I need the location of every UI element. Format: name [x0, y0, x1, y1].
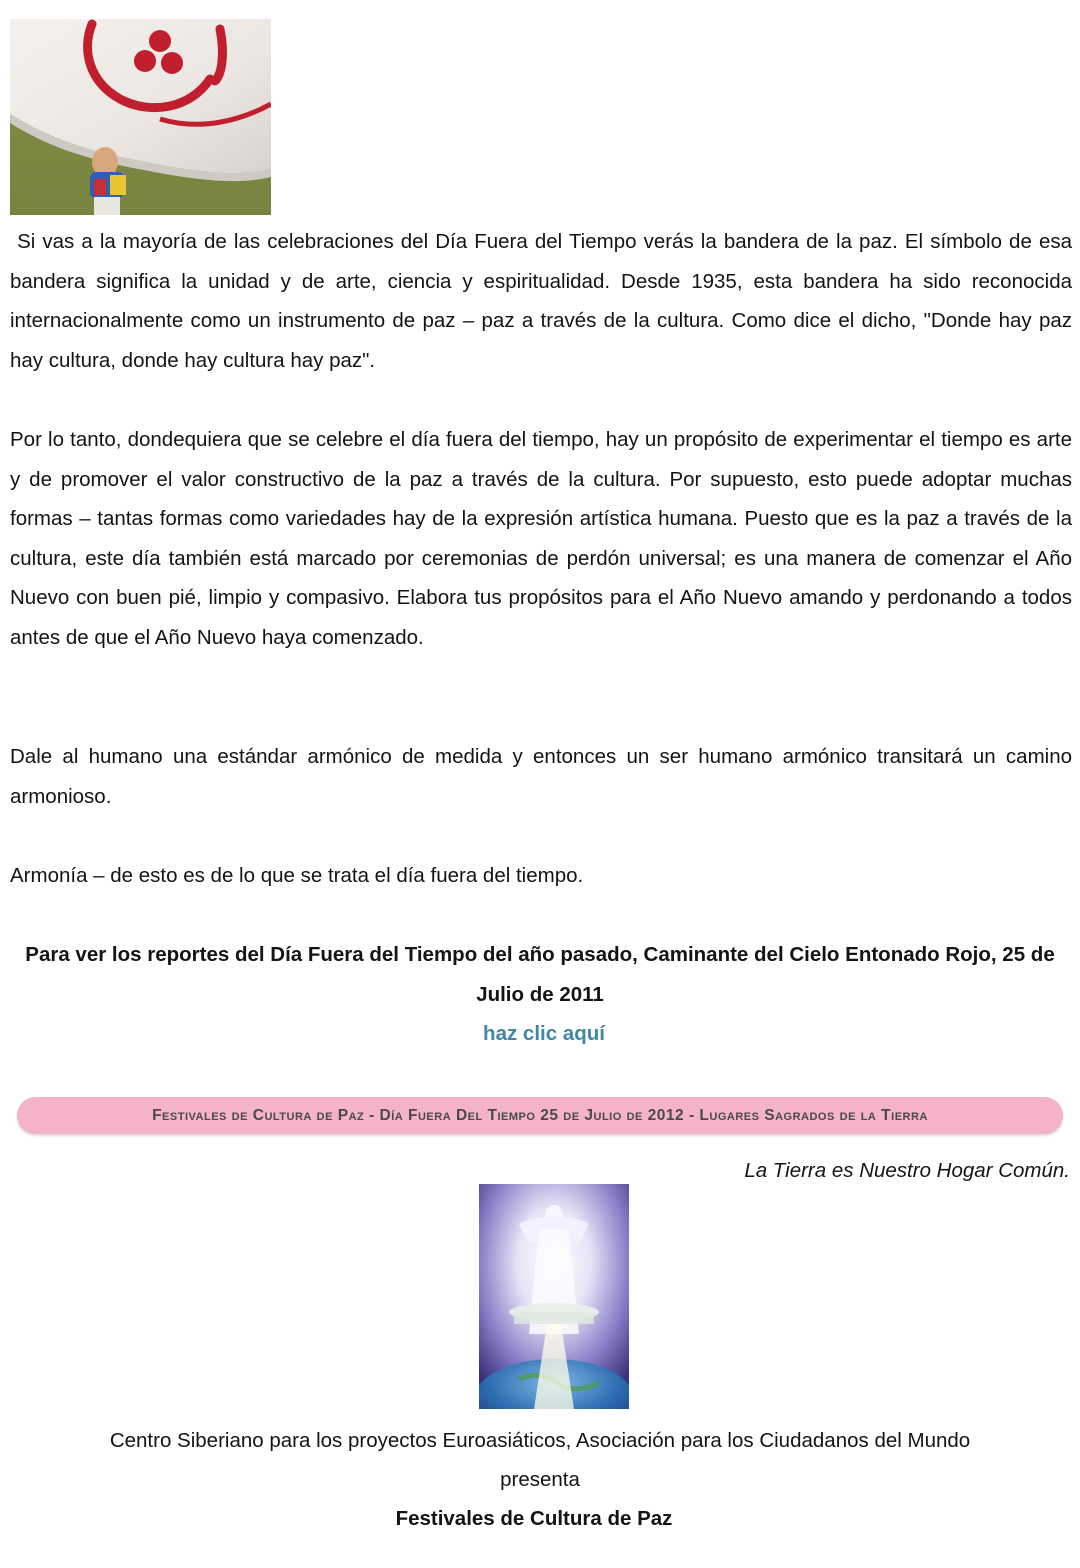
- angel-painting: [479, 1184, 629, 1409]
- presenter-block: [18, 1422, 1062, 1499]
- festival-banner: [17, 1097, 1063, 1134]
- article-paragraph: Dale al humano una estándar armónico de medida y entonces un ser humano armónico transitará un camino armonioso.: [10, 745, 1072, 808]
- festival-banner-text: Festivales de Cultura de Paz - Día Fuera Del Tiempo 25 de Julio de 2012 - Lugares Sagrados de la Tierra: [152, 1106, 928, 1124]
- reports-heading: Para ver los reportes del Día Fuera del Tiempo del año pasado, Caminante del Cielo Entonado Rojo, 25 de Julio de 2011: [25, 943, 1055, 1006]
- presenter-presents: presenta: [500, 1467, 580, 1491]
- banner-of-peace-photo: [10, 19, 271, 215]
- presenter-org: Centro Siberiano para los proyectos Euroasiáticos, Asociación para los Ciudadanos del Mundo: [109, 1429, 971, 1452]
- reports-link[interactable]: haz clic aquí: [483, 1022, 605, 1045]
- article-paragraph: Armonía – de esto es de lo que se trata el día fuera del tiempo.: [10, 864, 584, 887]
- article-paragraph: Por lo tanto, dondequiera que se celebre el día fuera del tiempo, hay un propósito de experimentar el tiempo es arte y de promover el valor constructivo de la paz a través de la cultura. Por supuesto, esto puede adoptar muchas formas – tantas formas como variedades hay de la expresión artística humana. Puesto que es la paz a través de la cultura, este día también está marcado por ceremonias de perdón universal; es una manera de comenzar el Año Nuevo con buen pié, limpio y compasivo. Elabora tus propósitos para el Año Nuevo amando y perdonando a todos antes de que el Año Nuevo haya comenzado.: [10, 428, 1072, 649]
- article-paragraph: Si vas a la mayoría de las celebraciones del Día Fuera del Tiempo verás la bandera de la paz. El símbolo de esa bandera significa la unidad y de arte, ciencia y espiritualidad. Desde 1935, esta bandera ha sido reconocida internacionalmente como un instrumento de paz – paz a través de la cultura. Como dice el dicho, "Donde hay paz hay cultura, donde hay cultura hay paz".: [10, 230, 1072, 372]
- tagline: La Tierra es Nuestro Hogar Común.: [744, 1159, 1070, 1182]
- festivals-title: Festivales de Cultura de Paz: [395, 1507, 673, 1530]
